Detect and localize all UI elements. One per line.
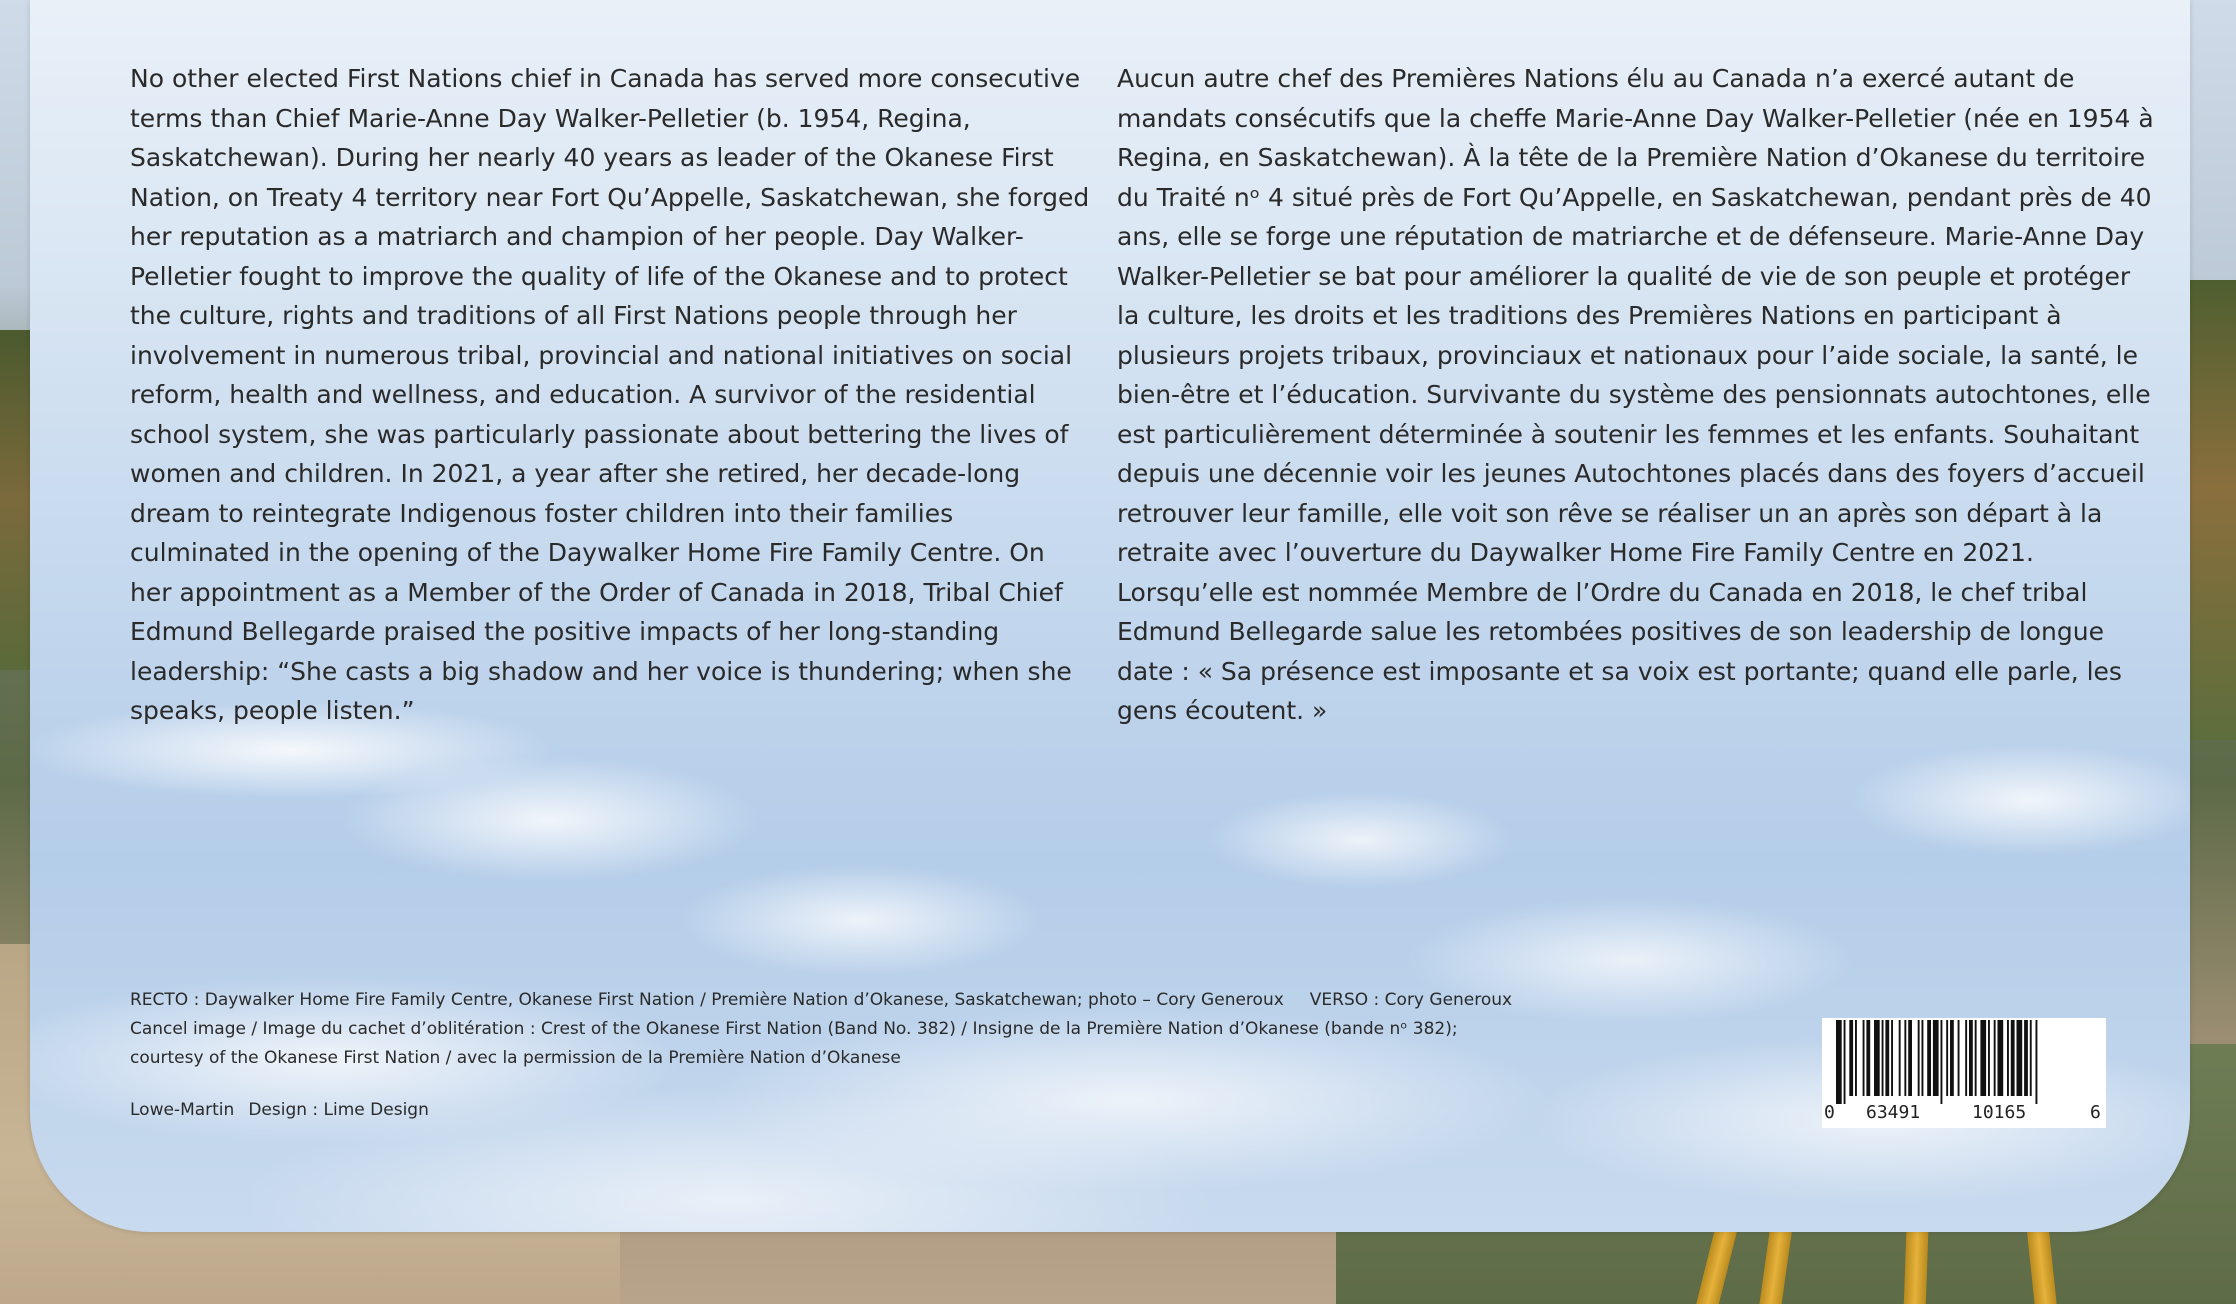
english-description: No other elected First Nations chief in Canada has served more consecutive terms than Chief Marie-Anne Day Walker-Pelletier (b. 1954, Regina, Saskatchewan). During her nearly 40 years as leader of the Okanese First Nation, on Treaty 4 territory near Fort Qu’Appelle, Saskatchewan, she forged her reputation as a matriarch and champion of her people. Day Walker-Pelletier fought to improve the quality of life of the Okanese and to protect the culture, rights and traditions of all First Nations people through her involvement in numerous tribal, provincial and national initiatives on social reform, health and wellness, and education. A survivor of the residential school system, she was particularly passionate about bettering the lives of women and children. In 2021, a year after she retired, her decade-long dream to reintegrate Indigenous foster children into their families culminated in the opening of the Daywalker Home Fire Family Centre. On her appointment as a Member of the Order of Canada in 2018, Tribal Chief Edmund Bellegarde praised the positive impacts of her long-standing leadership: “She casts a big shadow and her voice is thundering; when she speaks, people listen.” — [130, 64, 1090, 725]
printer-name: Lowe-Martin — [130, 1100, 235, 1120]
barcode-bar — [1922, 1020, 1924, 1096]
barcode-digits — [1822, 1102, 2106, 1126]
barcode-bar — [1863, 1020, 1865, 1096]
barcode-bars — [1822, 1018, 2106, 1104]
barcode-bar — [1941, 1020, 1943, 1104]
barcode-bar — [1994, 1020, 1996, 1096]
printer-design-credit — [130, 1100, 429, 1120]
barcode-bar — [1874, 1020, 1880, 1096]
barcode-bar — [1927, 1020, 1931, 1096]
verso-credit: VERSO : Cory Generoux — [1309, 990, 1513, 1010]
barcode-bar — [2007, 1020, 2009, 1096]
design-credit: Design : Lime Design — [248, 1100, 429, 1120]
barcode-bar — [1946, 1020, 1948, 1096]
barcode-bar — [1918, 1020, 1920, 1096]
barcode-right-group: 10165 — [1972, 1102, 2027, 1123]
barcode-bar — [1866, 1020, 1870, 1096]
recto-credit: RECTO : Daywalker Home Fire Family Centre, Okanese First Nation / Première Nation d’Okanese, Saskatchewan; photo – Cory Generoux — [130, 990, 1284, 1010]
barcode-bar — [1908, 1020, 1912, 1096]
barcode-bar — [1836, 1020, 1842, 1104]
barcode-bar — [1998, 1020, 2004, 1096]
barcode-bar — [1885, 1020, 1889, 1096]
barcode-bar — [1975, 1020, 1977, 1096]
barcode-bar — [1882, 1020, 1884, 1096]
envelope-back-panel — [30, 0, 2190, 1232]
french-description: Aucun autre chef des Premières Nations élu au Canada n’a exercé autant de mandats consécutifs que la cheffe Marie-Anne Day Walker-Pelletier (née en 1954 à Regina, en Saskatchewan). À la tête de la Première Nation d’Okanese du territoire du Traité nᵒ 4 situé près de Fort Qu’Appelle, en Saskatchewan, pendant près de 40 ans, elle se forge une réputation de matriarche et de défenseure. Marie-Anne Day Walker-Pelletier se bat pour améliorer la qualité de vie de son peuple et protéger la culture, les droits et les traditions des Premières Nations en participant à plusieurs projets tribaux, provinciaux et nationaux pour l’aide sociale, la santé, le bien-être et l’éducation. Survivante du système des pensionnats autochtones, elle est particulièrement déterminée à soutenir les femmes et les enfants. Souhaitant depuis une décennie voir les jeunes Autochtones placés dans des foyers d’accueil retrouver leur famille, elle voit son rêve se réaliser un an après son départ à la retraite avec l’ouverture du Daywalker Home Fire Family Centre en 2021. Lorsqu’elle est nommée Membre de l’Ordre du Canada en 2018, le chef tribal Edmund Bellegarde salue les retombées positives de son leadership de longue date : « Sa présence est imposante et sa voix est portante; quand elle parle, les gens écoutent. » — [1117, 64, 2154, 725]
barcode-bar — [2017, 1020, 2023, 1096]
barcode-bar — [1950, 1020, 1954, 1096]
barcode-bar — [2024, 1020, 2028, 1096]
barcode-left-group: 63491 — [1866, 1102, 1921, 1123]
barcode-first-digit: 0 — [1824, 1102, 1835, 1123]
barcode-bar — [2011, 1020, 2015, 1096]
barcode-bar — [1969, 1020, 1973, 1096]
barcode-bar — [2036, 1020, 2038, 1104]
credits-line-1 — [130, 986, 1530, 1015]
barcode-bar — [1958, 1020, 1960, 1096]
photo-credits — [130, 986, 1530, 1073]
barcode-bar — [1844, 1020, 1846, 1104]
barcode-bar — [1933, 1020, 1939, 1096]
barcode-bar — [1899, 1020, 1901, 1096]
barcode-bar — [1988, 1020, 1990, 1096]
barcode — [1822, 1018, 2106, 1128]
barcode-bar — [1891, 1020, 1893, 1096]
barcode-bar — [2030, 1020, 2032, 1096]
barcode-bar — [1965, 1020, 1967, 1096]
barcode-bar — [1904, 1020, 1906, 1096]
barcode-bar — [1980, 1020, 1986, 1096]
barcode-bar — [1849, 1020, 1853, 1096]
courtesy-credit: courtesy of the Okanese First Nation / avec la permission de la Première Nation d’Okanese — [130, 1048, 901, 1068]
barcode-bar — [1855, 1020, 1857, 1096]
cancel-image-credit: Cancel image / Image du cachet d’oblitération : Crest of the Okanese First Nation (Band No. 382) / Insigne de la Première Nation d’Okanese (bande nᵒ 382); — [130, 1019, 1458, 1039]
barcode-check-digit: 6 — [2090, 1102, 2101, 1123]
